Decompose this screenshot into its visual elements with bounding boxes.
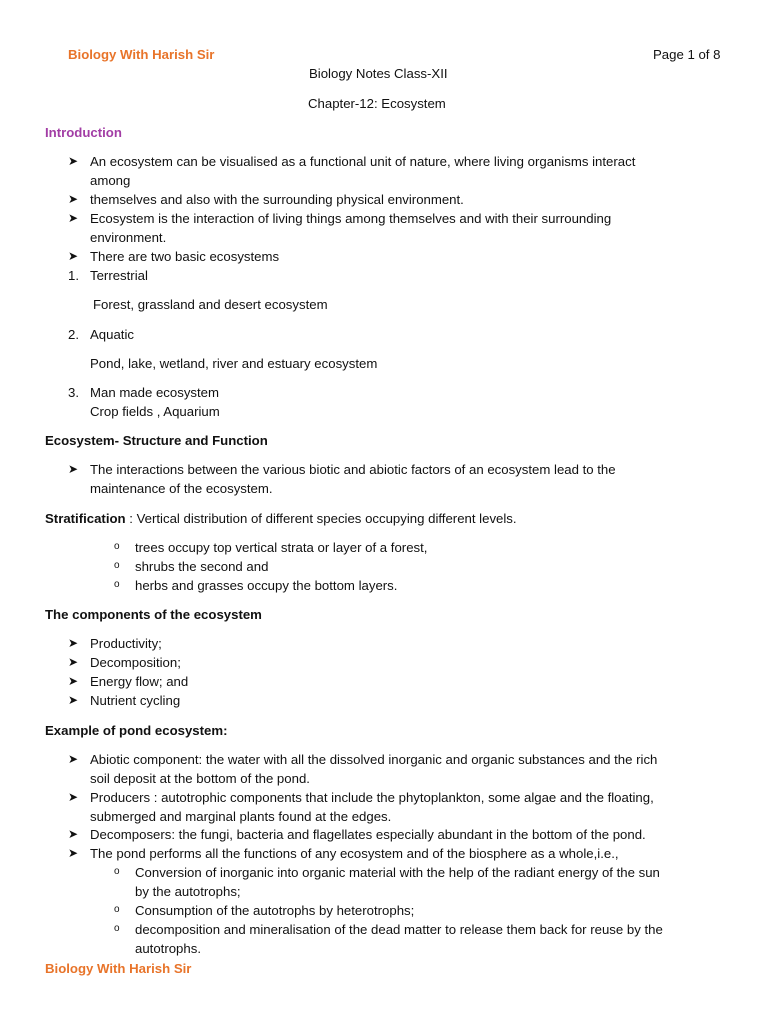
brand-footer: Biology With Harish Sir xyxy=(45,961,192,976)
circle-bullet-icon: o xyxy=(114,560,120,571)
strata-item: shrubs the second and xyxy=(135,559,269,574)
page-title: Biology Notes Class-XII xyxy=(309,66,448,81)
ecosystem-type-label: Terrestrial xyxy=(90,268,148,283)
circle-bullet-icon: o xyxy=(114,541,120,552)
component-item: Decomposition; xyxy=(90,655,181,670)
pond-heading: Example of pond ecosystem: xyxy=(45,723,228,738)
pond-line: Producers : autotrophic components that include the phytoplankton, some algae and the floating, xyxy=(90,790,654,805)
arrow-bullet-icon: ➤ xyxy=(68,693,79,707)
intro-bullet-line: Ecosystem is the interaction of living things among themselves and with their surrounding xyxy=(90,211,612,226)
ecosystem-type-label: Aquatic xyxy=(90,327,134,342)
list-number: 3. xyxy=(68,385,79,400)
chapter-title: Chapter-12: Ecosystem xyxy=(308,96,446,111)
circle-bullet-icon: o xyxy=(114,579,120,590)
ecosystem-type-detail: Pond, lake, wetland, river and estuary ecosystem xyxy=(90,356,378,371)
pond-line: Decomposers: the fungi, bacteria and flagellates especially abundant in the bottom of the pond. xyxy=(90,827,646,842)
brand-header: Biology With Harish Sir xyxy=(68,47,215,62)
circle-bullet-icon: o xyxy=(114,904,120,915)
pond-line: The pond performs all the functions of any ecosystem and of the biosphere as a whole,i.e., xyxy=(90,846,619,861)
arrow-bullet-icon: ➤ xyxy=(68,211,79,225)
list-number: 2. xyxy=(68,327,79,342)
intro-bullet-line: among xyxy=(90,173,131,188)
page-number: Page 1 of 8 xyxy=(653,47,721,62)
pond-sub-item: decomposition and mineralisation of the dead matter to release them back for reuse by the xyxy=(135,922,663,937)
intro-bullet-line: There are two basic ecosystems xyxy=(90,249,280,264)
component-item: Nutrient cycling xyxy=(90,693,181,708)
arrow-bullet-icon: ➤ xyxy=(68,636,79,650)
pond-line: soil deposit at the bottom of the pond. xyxy=(90,771,310,786)
introduction-heading: Introduction xyxy=(45,125,122,140)
arrow-bullet-icon: ➤ xyxy=(68,655,79,669)
pond-sub-item: autotrophs. xyxy=(135,941,201,956)
circle-bullet-icon: o xyxy=(114,866,120,877)
strata-item: herbs and grasses occupy the bottom layers. xyxy=(135,578,398,593)
intro-bullet-line: themselves and also with the surrounding physical environment. xyxy=(90,192,464,207)
arrow-bullet-icon: ➤ xyxy=(68,827,79,841)
ecosystem-type-detail: Forest, grassland and desert ecosystem xyxy=(93,297,328,312)
structure-bullet-line: maintenance of the ecosystem. xyxy=(90,481,273,496)
arrow-bullet-icon: ➤ xyxy=(68,462,79,476)
pond-sub-item: by the autotrophs; xyxy=(135,884,241,899)
components-heading: The components of the ecosystem xyxy=(45,607,262,622)
strata-item: trees occupy top vertical strata or layer of a forest, xyxy=(135,540,428,555)
pond-sub-item: Consumption of the autotrophs by heterotrophs; xyxy=(135,903,415,918)
component-item: Productivity; xyxy=(90,636,162,651)
pond-line: Abiotic component: the water with all the dissolved inorganic and organic substances and the rich xyxy=(90,752,658,767)
list-number: 1. xyxy=(68,268,79,283)
component-item: Energy flow; and xyxy=(90,674,189,689)
stratification-text: : Vertical distribution of different species occupying different levels. xyxy=(125,511,517,526)
pond-sub-item: Conversion of inorganic into organic material with the help of the radiant energy of the sun xyxy=(135,865,660,880)
arrow-bullet-icon: ➤ xyxy=(68,752,79,766)
stratification-line xyxy=(45,511,517,526)
circle-bullet-icon: o xyxy=(114,923,120,934)
arrow-bullet-icon: ➤ xyxy=(68,192,79,206)
arrow-bullet-icon: ➤ xyxy=(68,790,79,804)
intro-bullet-line: environment. xyxy=(90,230,167,245)
ecosystem-type-detail: Crop fields , Aquarium xyxy=(90,404,220,419)
arrow-bullet-icon: ➤ xyxy=(68,674,79,688)
arrow-bullet-icon: ➤ xyxy=(68,846,79,860)
structure-bullet-line: The interactions between the various biotic and abiotic factors of an ecosystem lead to the xyxy=(90,462,616,477)
ecosystem-type-label: Man made ecosystem xyxy=(90,385,219,400)
intro-bullet-line: An ecosystem can be visualised as a functional unit of nature, where living organisms interact xyxy=(90,154,636,169)
stratification-label: Stratification xyxy=(45,511,126,526)
arrow-bullet-icon: ➤ xyxy=(68,249,79,263)
arrow-bullet-icon: ➤ xyxy=(68,154,79,168)
structure-heading: Ecosystem- Structure and Function xyxy=(45,433,268,448)
pond-line: submerged and marginal plants found at the edges. xyxy=(90,809,392,824)
